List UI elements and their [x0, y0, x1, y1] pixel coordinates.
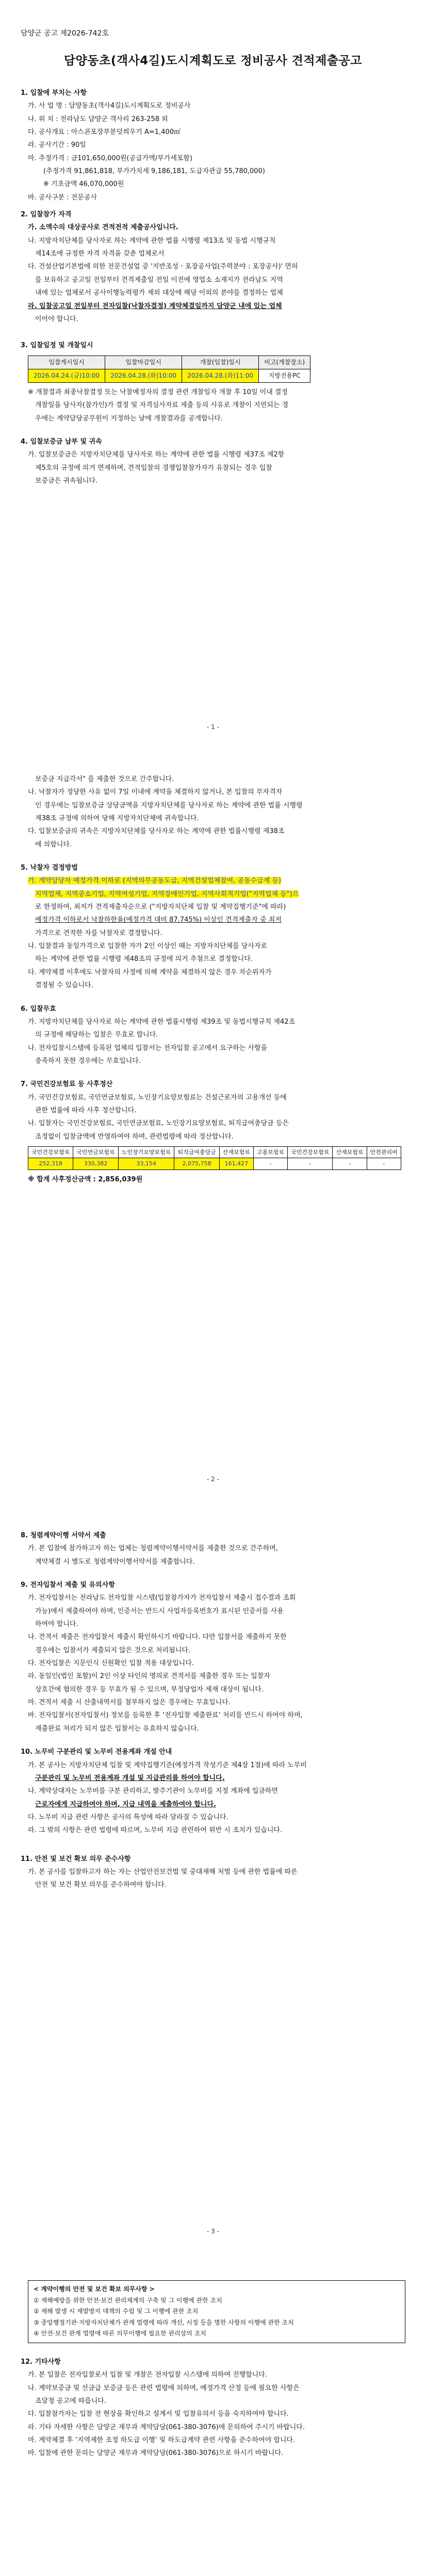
section-line: 나. 전자입찰시스템에 등록된 업체의 입찰서는 전자입찰 공고에서 요구하는 사항을	[28, 1044, 268, 1052]
section-heading: 6. 입찰무효	[21, 1005, 56, 1013]
section-line: 가능)에서 제출하여야 하며, 인증서는 반드시 사업자등록번호가 표시된 인증서를 사용	[35, 1607, 284, 1615]
table-cell: -	[288, 1158, 333, 1170]
box-line: ② 재해 발생 시 재발방지 대책의 수립 및 그 이행에 관한 조치	[34, 2308, 199, 2315]
section-line: 관한 법률에 따라 사후 정산합니다.	[35, 1106, 137, 1114]
section-line: 를 보유하고 공고일 전일부터 견적제출일 전일 이전에 영업소 소재지가 전라남도 지역	[35, 276, 283, 284]
box-line: ③ 중앙행정기관·지방자치단체가 관계 법령에 따라 개선, 시정 등을 명한 사항의 이행에 관한 조치	[34, 2318, 294, 2326]
section-line: 나. 계약상대자는 노무비를 구분 관리하고, 발주기관이 노무비를 지정 계좌에 입금하면	[28, 1787, 278, 1795]
table-cell: -	[367, 1158, 401, 1170]
section-line: 예정가격 이하로서 낙찰하한율(예정가격 대비 87.745%) 이상인 견적제출자 중 최저	[35, 916, 282, 924]
section-line: 가. 본 입찰에 참가하고자 하는 업체는 청렴계약이행서약서를 제출한 것으로 간주하며,	[28, 1545, 278, 1553]
column-header: 산재보험료	[219, 1146, 253, 1158]
section-line: 나. 견적서 제출은 전자입찰서 제출시 확인하시기 바랍니다. 다만 입찰서를 제출하지 못한	[28, 1633, 287, 1641]
section-heading: 2. 입찰참가 자격	[21, 211, 72, 219]
table-cell: 2026.04.28.(화)11:00	[182, 369, 259, 382]
section-line: 마. 계약체결 후 ‘지역제한 조정 하도급 이행’ 및 하도급계약 관련 사항을 준수하여야 합니다.	[28, 2436, 296, 2445]
section-line: 가. 계약담당자 예정가격 이하로 (지역의무공동도급, 지역건설업체참여, 공동수급제 등)	[28, 877, 281, 885]
section-line: 나. 입찰결과 동일가격으로 입찰한 자가 2인 이상인 때는 지방자치단체를 당사자로	[28, 942, 268, 951]
insurance-table	[28, 1146, 401, 1170]
section-line: 하는 계약에 관한 법률 시행령 제48조의 규정에 의거 추첨으로 결정합니다.	[35, 955, 253, 963]
section-heading: 9. 전자입찰서 제출 및 유의사항	[21, 1581, 115, 1589]
note-line: ※ 개찰결과 최종낙찰결정 또는 낙찰예정자의 결정 관련 개찰일자 개찰 후 10일 이내 결정	[28, 388, 288, 396]
column-header: 국민건강보험료	[28, 1146, 73, 1158]
section-line: 라. 그 밖의 사항은 관련 법령에 따르며, 노무비 지급 관련하여 위반 시 조치가 있습니다.	[28, 1826, 283, 1835]
section-line: 제출완료 처리가 되지 않은 입찰서는 유효하지 않습니다.	[35, 1724, 199, 1733]
section-line: 구분관리 및 노무비 전용계좌 개설 및 지급관리를 하여야 합니다.	[35, 1774, 225, 1782]
section-heading: 7. 국민건강보험료 등 사후정산	[21, 1080, 113, 1089]
section-line: 가. 전자입찰서는 전라남도 전자입찰 시스템(입찰참가자가 전자입찰서 제출시 접수결과 조회	[28, 1594, 296, 1602]
table-cell: 161,427	[219, 1158, 253, 1170]
page-2	[0, 752, 426, 1504]
section-line: 다. 건설산업기본법에 의한 전문건설업 중 '지반조성ㆍ포장공사업(주력분야 : 포장공사)' 면허	[28, 263, 298, 271]
section-line: 인 경우에는 입찰보증금 상당금액을 지방자치단체를 당사자로 하는 계약에 관한 법률 시행령	[35, 801, 303, 809]
section-heading: 8. 청렴계약이행 서약서 제출	[21, 1532, 106, 1539]
section-line: 마. 견적서 제출 시 산출내역서를 첨부하지 않은 경우에는 무효입니다.	[28, 1699, 231, 1707]
section-line: (추정가격 91,861,818, 부가가치세 9,186,181, 도급자관급 55,780,000)	[43, 167, 265, 176]
section-line: 다. 노무비 지급 관련 사항은 공사의 특성에 따라 달라질 수 있습니다.	[28, 1813, 228, 1821]
page-number: - 3 -	[207, 2228, 219, 2235]
section-line: 결정될 수 있습니다.	[35, 981, 93, 990]
column-header: 노인장기요양보험료	[118, 1146, 174, 1158]
section-heading: 1. 입찰에 부치는 사항	[21, 89, 87, 97]
sections-8-11	[21, 1525, 405, 1892]
total-line: ※ 합계 사후정산금액 : 2,856,039원	[28, 1175, 143, 1183]
section-line: 의 규정에 해당하는 입찰은 무효로 합니다.	[35, 1031, 158, 1039]
box-line: ① 재해예방을 위한 안전·보건 관리체계의 구축 및 그 이행에 관한 조치	[34, 2296, 222, 2304]
table-header-row	[28, 355, 310, 369]
section-line: 다. 계약체결 이후에도 낙찰자의 사정에 의해 계약을 체결하지 않은 경우 차순위자가	[28, 968, 272, 976]
section-line: 바. 공사구분 : 전문공사	[28, 193, 97, 201]
section-line: 가. 소액수의 대상공사로 견적전적 제출공사입니다.	[28, 224, 178, 232]
section-line: 지역업체, 지역중소기업, 지역여성기업, 지역장애인기업, 지역사회적기업("지역업체 등")으	[35, 890, 299, 898]
section-line: 보증금 지급각서" 를 제출한 것으로 간주합니다.	[35, 775, 174, 783]
section-1	[21, 82, 405, 487]
section-heading: 12. 기타사항	[21, 2358, 61, 2366]
document-title: 담양동초(객사4길)도시계획도로 정비공사 견적제출공고	[63, 54, 363, 67]
section-line: 근로자에게 지급하여야 하며, 지급 내역을 제출하여야 합니다.	[35, 1800, 216, 1808]
column-header: 퇴직급여충당금	[174, 1146, 219, 1158]
note-line: 개찰일을 당사자(참가인)가 결정 및 자격심사자료 제출 등의 사유로 개찰이 지연되는 경	[35, 401, 288, 410]
page-number: - 2 -	[207, 1476, 219, 1483]
section-line: 라. 공사기간 : 90일	[28, 141, 86, 149]
section-heading: 3. 입찰일정 및 개찰일시	[21, 342, 93, 350]
table-cell: 2026.04.28.(화)10:00	[105, 369, 182, 382]
section-heading: 5. 낙찰자 결정방법	[21, 864, 78, 872]
section-line: 나. 낙찰자가 정당한 사유 없이 7일 이내에 계약을 체결하지 않거나, 본 입찰의 무자격자	[28, 788, 283, 796]
section-line: 나. 지방자치단체를 당사자로 하는 계약에 관한 법률 시행령 제13조 및 동법 시행규칙	[28, 236, 276, 245]
section-line: 라. 입찰공고일 전일부터 전자입찰(낙찰자결정) 계약체결일까지 담양군 내에 있는 업체	[28, 302, 282, 310]
table-cell: 지방전용PC	[259, 369, 310, 382]
table-cell: 33,154	[118, 1158, 174, 1170]
section-line: 안전 및 보건 확보 의무를 준수하여야 합니다.	[35, 1881, 167, 1889]
section-line: 가. 본 공사는 지방자치단체 입찰 및 계약집행기준(예정가격 작성기준 제4장 1절)에 따라 노무비	[28, 1761, 307, 1769]
section-line: 하여야 합니다.	[35, 1620, 78, 1629]
section-line: 바. 전자입찰서(전자입찰서) 정보를 등록한 후 ‘전자입찰 제출완료’ 처리를 반드시 하여야 하며,	[28, 1711, 303, 1720]
section-line: 나. 위 치 : 전라남도 담양군 객사리 263-258 외	[28, 115, 168, 123]
section-line: 가. 지방자치단체를 당사자로 하는 계약에 관한 법률시행령 제39조 및 동법시행규칙 제42조	[28, 1018, 296, 1026]
section-line: 보증금은 귀속됩니다.	[35, 477, 98, 485]
section-line: 충족하지 못한 경우에는 무효입니다.	[35, 1057, 141, 1065]
page-3	[0, 1504, 426, 2257]
table-cell: 2,075,758	[174, 1158, 219, 1170]
section-line: 라. 동일인(법인 포함)이 2인 이상 타인의 명의로 견적서를 제출한 경우 또는 입찰자	[28, 1672, 270, 1681]
section-line: 가. 입찰보증금은 지방자치단체를 당사자로 하는 계약에 관한 법률 시행령 제37조 제2항	[28, 451, 285, 459]
column-header: 개찰(입찰)일시	[182, 355, 259, 369]
section-heading: 11. 안전 및 보건 확보 의무 준수사항	[21, 1855, 131, 1863]
column-header: 입찰게시일시	[28, 355, 105, 369]
section-line: 제38조 규정에 의하여 당해 지방자치단체에 귀속합니다.	[35, 815, 199, 823]
section-line: 제14조에 규정한 자격 자격을 갖춘 업체로서	[35, 250, 165, 258]
column-header: 산재보험료	[333, 1146, 367, 1158]
section-line: 가. 본 입찰은 전자입찰로서 입찰 및 개찰은 전자입찰 시스템에 의하여 진행합니다.	[28, 2371, 268, 2379]
table-row	[28, 1158, 401, 1170]
section-line: ※ 기초금액 46,070,000원	[43, 180, 124, 189]
section-heading: 10. 노무비 구분관리 및 노무비 전용계좌 개설 안내	[21, 1748, 172, 1756]
section-line: 가. 사 업 명 : 담양동초(객사4길)도시계획도로 정비공사	[28, 102, 191, 110]
section-line: 내에 있는 업체로서 공사이행능력평가 제외 대상에 해당 이외의 분야를 결정하는 업체	[35, 289, 283, 297]
section-line: 다. 입찰참가자는 입찰 전 현장을 확인하고 설계서 및 입찰유의서 등을 숙지하여야 합니다.	[28, 2410, 289, 2418]
column-header: 국민연금보험료	[73, 1146, 118, 1158]
section-11-box-and-12	[21, 2277, 405, 2460]
table-cell: -	[333, 1158, 367, 1170]
table-cell: 330,382	[73, 1158, 118, 1170]
section-line: 에 의합니다.	[35, 840, 72, 849]
column-header: 비고(개찰장소)	[259, 355, 310, 369]
section-line: 가. 국민건강보험료, 국민연금보험료, 노인장기요양보험료는 건설근로자의 고용개선 등에	[28, 1093, 287, 1101]
table-cell: 252,318	[28, 1158, 73, 1170]
column-header: 고용보험료	[253, 1146, 287, 1158]
section-line: 경우에는 입찰서가 제출되지 않은 것으로 처리됩니다.	[35, 1646, 191, 1654]
column-header: 입찰마감일시	[105, 355, 182, 369]
section-heading: 4. 입찰보증금 납부 및 귀속	[21, 437, 102, 446]
page-1	[0, 0, 426, 752]
section-line: 다. 전자입찰은 지문인식 신원확인 입찰 적용 대상입니다.	[28, 1659, 194, 1668]
section-line: 상호간에 협의한 경우 등 무효가 될 수 있으며, 부정당업자 제재 대상이 됩니다.	[35, 1685, 264, 1693]
section-line: 나. 입찰자는 국민건강보험료, 국민연금보험료, 노인장기요양보험료, 퇴직급여충당금 등은	[28, 1120, 289, 1128]
section-line: 로 한정하여, 최저가 견적제출자순으로 ("지방자치단체 입찰 및 계약집행기준"에 따라)	[35, 903, 286, 911]
section-line: 라. 기타 자세한 사항은 담양군 재무과 계약담당(061-380-3076)에 문의하여 주시기 바랍니다.	[28, 2423, 305, 2431]
table-cell: 2026.04.24.(금)10:00	[28, 369, 105, 382]
column-header: 국민건강보험료	[288, 1146, 333, 1158]
table-cell: -	[253, 1158, 287, 1170]
page-4	[0, 2257, 426, 2576]
section-line: 가격으로 견적한 자를 낙찰자로 결정합니다.	[35, 929, 162, 937]
box-line: ④ 안전·보건 관계 법령에 따른 의무이행에 필요한 관리상의 조치	[34, 2330, 206, 2337]
section-line: 조달청 공고에 따릅니다.	[35, 2397, 106, 2405]
page-number: - 1 -	[207, 723, 219, 731]
column-header: 안전관리비	[367, 1146, 401, 1158]
table-header-row	[28, 1146, 401, 1158]
section-line: 나. 계약보증금 및 선금급 보증금 등은 관련 법령에 의하며, 예정가격 산정 등에 필요한 사항은	[28, 2384, 300, 2392]
section-line: 이어야 합니다.	[35, 315, 78, 323]
section-line: 다. 입찰보증금의 귀속은 지방자치단체를 당사자로 하는 계약에 관한 법률시행령 제38조	[28, 827, 285, 836]
section-line: 조정없이 입찰금액에 반영하여야 하며, 관련법령에 따라 정산합니다.	[35, 1132, 234, 1141]
section-line: 바. 입찰에 관한 문의는 담양군 재무과 계약담당(061-380-3076)으로 하시기 바랍니다.	[28, 2449, 284, 2458]
section-line: 계약체결 시 별도로 청렴계약이행서약서를 제출합니다.	[35, 1557, 195, 1566]
notice-number: 담양군 공고 제2026-742호	[21, 29, 109, 38]
table-row	[28, 369, 310, 382]
section-line: 가. 본 공사를 입찰하고자 하는 자는 산업안전보건법 및 중대재해 처벌 등에 관한 법률에 따른	[28, 1868, 298, 1876]
safety-duty-box	[28, 2280, 405, 2343]
section-4-cont	[21, 773, 405, 1186]
section-line: 다. 공사개요 : 아스콘포장부분덧씌우기 A=1,400㎡	[28, 128, 181, 137]
section-line: 마. 추정가격 : 금101,650,000원(공급가액/부가세포함)	[28, 154, 193, 162]
schedule-table	[28, 355, 310, 383]
box-title: < 계약이행의 안전 및 보건 확보 의무사항 >	[34, 2285, 155, 2293]
section-line: 제5호의 규정에 의거 면제하며, 견적입찰의 경쟁입찰참가자가 유찰되는 경우 입찰	[35, 464, 272, 472]
note-line: 우에는 계약담당공무원이 지정하는 날에 개찰결과를 공개합니다.	[35, 414, 223, 422]
